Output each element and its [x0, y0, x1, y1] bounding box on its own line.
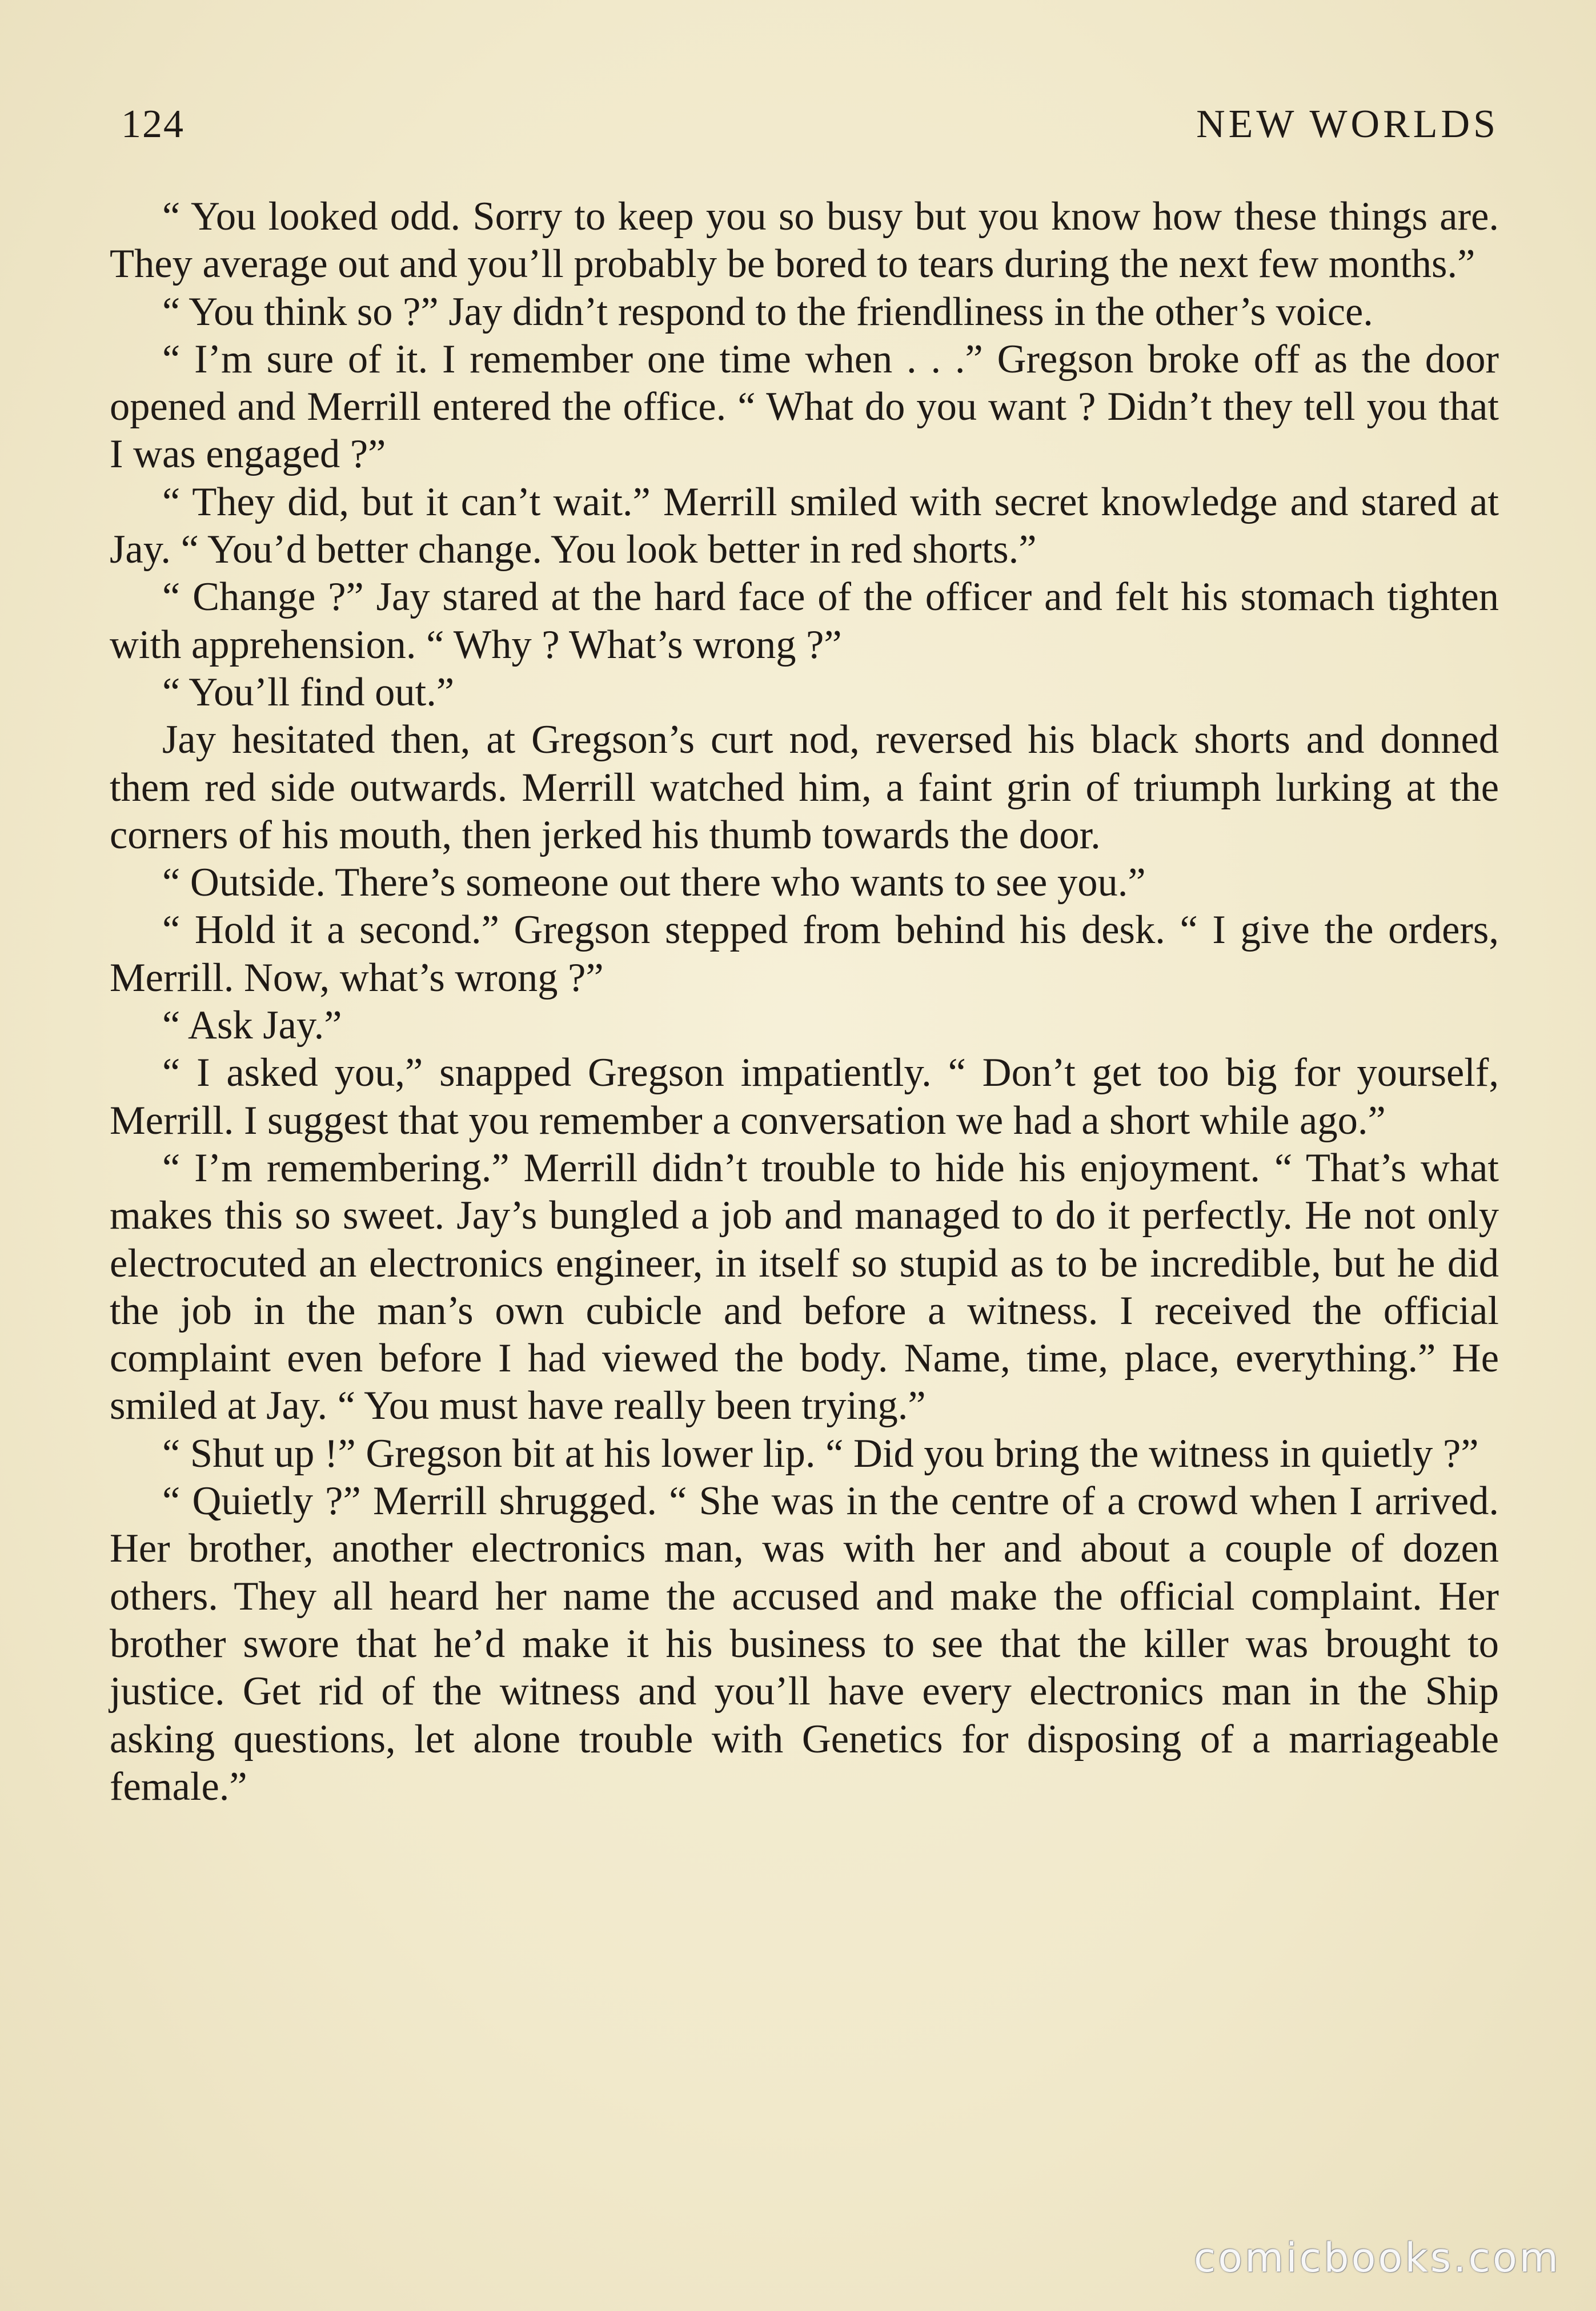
paragraph: “ You’ll find out.” [162, 669, 455, 715]
watermark: comicbooks.com [1193, 2234, 1561, 2281]
page-number: 124 [121, 102, 185, 146]
paragraph: “ Quietly ?” Merrill shrugged. “ She was in the centre of a crowd when I arrived. Her brother, another electronics man, was with her and about a couple of dozen others. They all heard her name the accused and make the official complaint. Her brother swore that he’d make it his business to see that the killer was brought to justice. Get rid of the witness and you’ll have every electronics man in the Ship asking questions, let alone trouble with Genetics for disposing of a marriageable female.” [110, 1479, 1499, 1809]
paragraph: “ Change ?” Jay stared at the hard face of the officer and felt his stomach tighten with apprehension. “ Why ? What’s wrong ?” [110, 575, 1499, 667]
paragraph: “ You looked odd. Sorry to keep you so busy but you know how these things are. They average out and you’ll probably be bored to tears during the next few months.” [110, 194, 1499, 287]
paragraph: “ I’m remembering.” Merrill didn’t trouble to hide his enjoyment. “ That’s what makes this so sweet. Jay’s bungled a job and managed to do it perfectly. He not only electrocuted an electronics engineer, in itself so stupid as to be incredible, but he did the job in the man’s own cubicle and before a witness. I received the official complaint even before I had viewed the body. Name, time, place, everything.” He smiled at Jay. “ You must have really been trying.” [110, 1145, 1499, 1429]
paragraph: “ Shut up !” Gregson bit at his lower lip. “ Did you bring the witness in quietly ?” [162, 1431, 1479, 1476]
page-header [121, 102, 1499, 165]
paragraph: “ Hold it a second.” Gregson stepped from behind his desk. “ I give the orders, Merrill. Now, what’s wrong ?” [110, 908, 1499, 1000]
running-head: NEW WORLDS [1196, 102, 1499, 146]
paragraph: “ They did, but it can’t wait.” Merrill smiled with secret knowledge and stared at Jay. “ You’d better change. You look better in red shorts.” [110, 479, 1499, 572]
paragraph: “ I’m sure of it. I remember one time when . . .” Gregson broke off as the door opened and Merrill entered the office. “ What do you want ? Didn’t they tell you that I was engaged ?” [110, 336, 1499, 477]
paragraph: “ Outside. There’s someone out there who wants to see you.” [162, 860, 1146, 905]
paragraph: “ Ask Jay.” [162, 1003, 342, 1048]
paragraph: “ You think so ?” Jay didn’t respond to the friendliness in the other’s voice. [162, 289, 1373, 334]
paragraph: “ I asked you,” snapped Gregson impatiently. “ Don’t get too big for yourself, Merrill. I suggest that you remember a conversation we had a short while ago.” [110, 1050, 1499, 1143]
story-text [110, 193, 1499, 1811]
paragraph: Jay hesitated then, at Gregson’s curt nod, reversed his black shorts and donned them red side outwards. Merrill watched him, a faint grin of triumph lurking at the corners of his mouth, then jerked his thumb towards the door. [110, 717, 1499, 857]
